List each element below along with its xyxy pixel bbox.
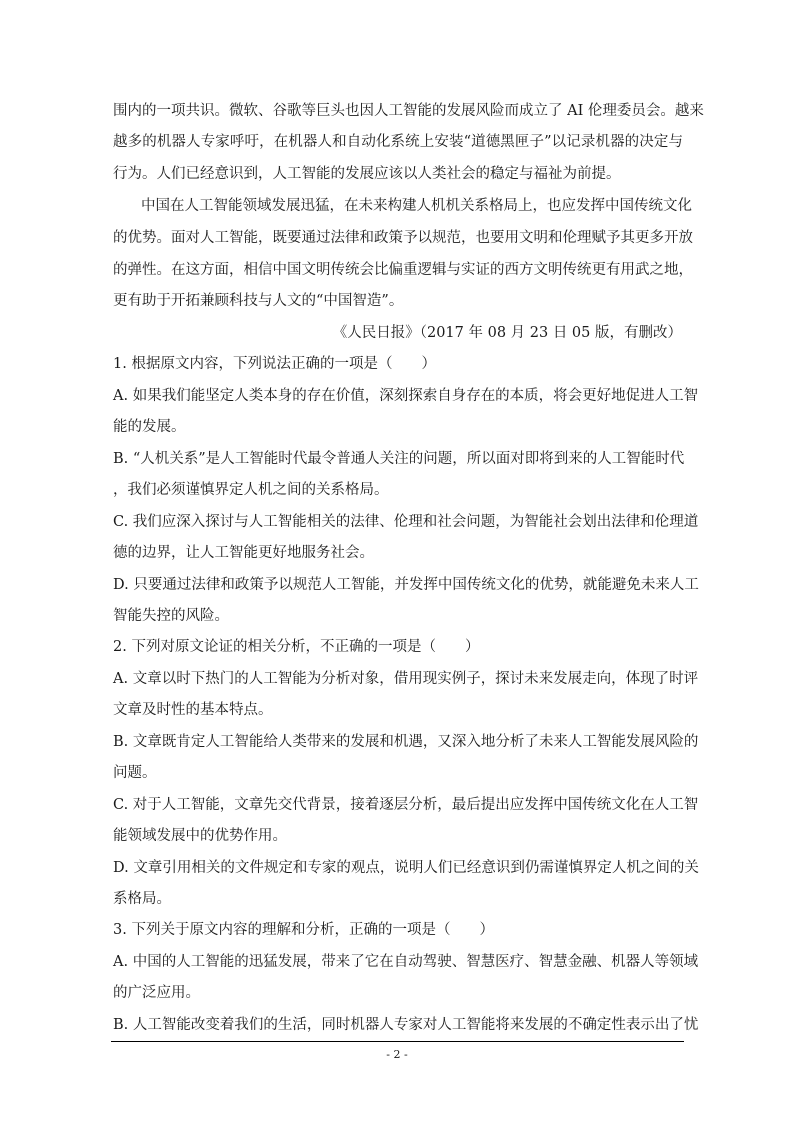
option-a-cont: 的广泛应用。 xyxy=(113,985,200,1001)
option-d-cont: 系格局。 xyxy=(113,891,171,907)
question-stem: 3. 下列关于原文内容的理解和分析，正确的一项是（ ） xyxy=(113,922,494,938)
option-a: A. 文章以时下热门的人工智能为分析对象，借用现实例子，探讨未来发展走向，体现了时评 xyxy=(113,671,699,687)
passage-line: 行为。人们已经意识到，人工智能的发展应该以人类社会的稳定与福祉为前提。 xyxy=(113,166,621,182)
question-stem: 1. 根据原文内容，下列说法正确的一项是（ ） xyxy=(113,356,436,372)
question-stem: 2. 下列对原文论证的相关分析，不正确的一项是（ ） xyxy=(113,639,480,655)
passage-line: 越多的机器人专家呼吁，在机器人和自动化系统上安装“道德黑匣子”以记录机器的决定与 xyxy=(113,134,683,150)
option-a-cont: 能的发展。 xyxy=(113,419,186,435)
option-b: B. 人工智能改变着我们的生活，同时机器人专家对人工智能将来发展的不确定性表示出了忧 xyxy=(113,1017,699,1033)
option-a-cont: 文章及时性的基本特点。 xyxy=(113,702,273,718)
footer-rule xyxy=(111,1041,684,1042)
option-d-cont: 智能失控的风险。 xyxy=(113,608,229,624)
passage-line: 的优势。面对人工智能，既要通过法律和政策予以规范，也要用文明和伦理赋予其更多开放 xyxy=(113,230,693,246)
option-a: A. 中国的人工智能的迅猛发展，带来了它在自动驾驶、智慧医疗、智慧金融、机器人等领域 xyxy=(113,954,699,970)
passage-line: 围内的一项共识。微软、谷歌等巨头也因人工智能的发展风险而成立了 AI 伦理委员会。越来 xyxy=(113,103,704,119)
option-c: C. 我们应深入探讨与人工智能相关的法律、伦理和社会问题，为智能社会划出法律和伦理道 xyxy=(113,514,699,530)
source-citation: 《人民日报》（2017 年 08 月 23 日 05 版，有删改） xyxy=(332,325,682,341)
option-c: C. 对于人工智能，文章先交代背景，接着逐层分析，最后提出应发挥中国传统文化在人工智 xyxy=(113,797,699,813)
option-b: B. 文章既肯定人工智能给人类带来的发展和机遇，又深入地分析了未来人工智能发展风险的 xyxy=(113,734,699,750)
option-b-cont: ，我们必须谨慎界定人机之间的关系格局。 xyxy=(113,482,389,498)
passage-line: 中国在人工智能领域发展迅猛，在未来构建人机机关系格局上，也应发挥中国传统文化 xyxy=(141,198,692,214)
option-b-cont: 问题。 xyxy=(113,765,157,781)
option-d: D. 只要通过法律和政策予以规范人工智能，并发挥中国传统文化的优势，就能避免未来人工 xyxy=(113,577,699,593)
option-c-cont: 能领域发展中的优势作用。 xyxy=(113,828,287,844)
passage-line: 的弹性。在这方面，相信中国文明传统会比偏重逻辑与实证的西方文明传统更有用武之地， xyxy=(113,262,693,278)
option-b: B. “人机关系”是人工智能时代最令普通人关注的问题，所以面对即将到来的人工智能时代 xyxy=(113,451,685,467)
page-number: - 2 - xyxy=(386,1048,408,1061)
option-d: D. 文章引用相关的文件规定和专家的观点，说明人们已经意识到仍需谨慎界定人机之间的关 xyxy=(113,860,699,876)
option-a: A. 如果我们能坚定人类本身的存在价值，深刻探索自身存在的本质，将会更好地促进人工智 xyxy=(113,388,699,404)
passage-line: 更有助于开拓兼顾科技与人文的“中国智造”。 xyxy=(113,293,404,309)
option-c-cont: 德的边界，让人工智能更好地服务社会。 xyxy=(113,545,374,561)
